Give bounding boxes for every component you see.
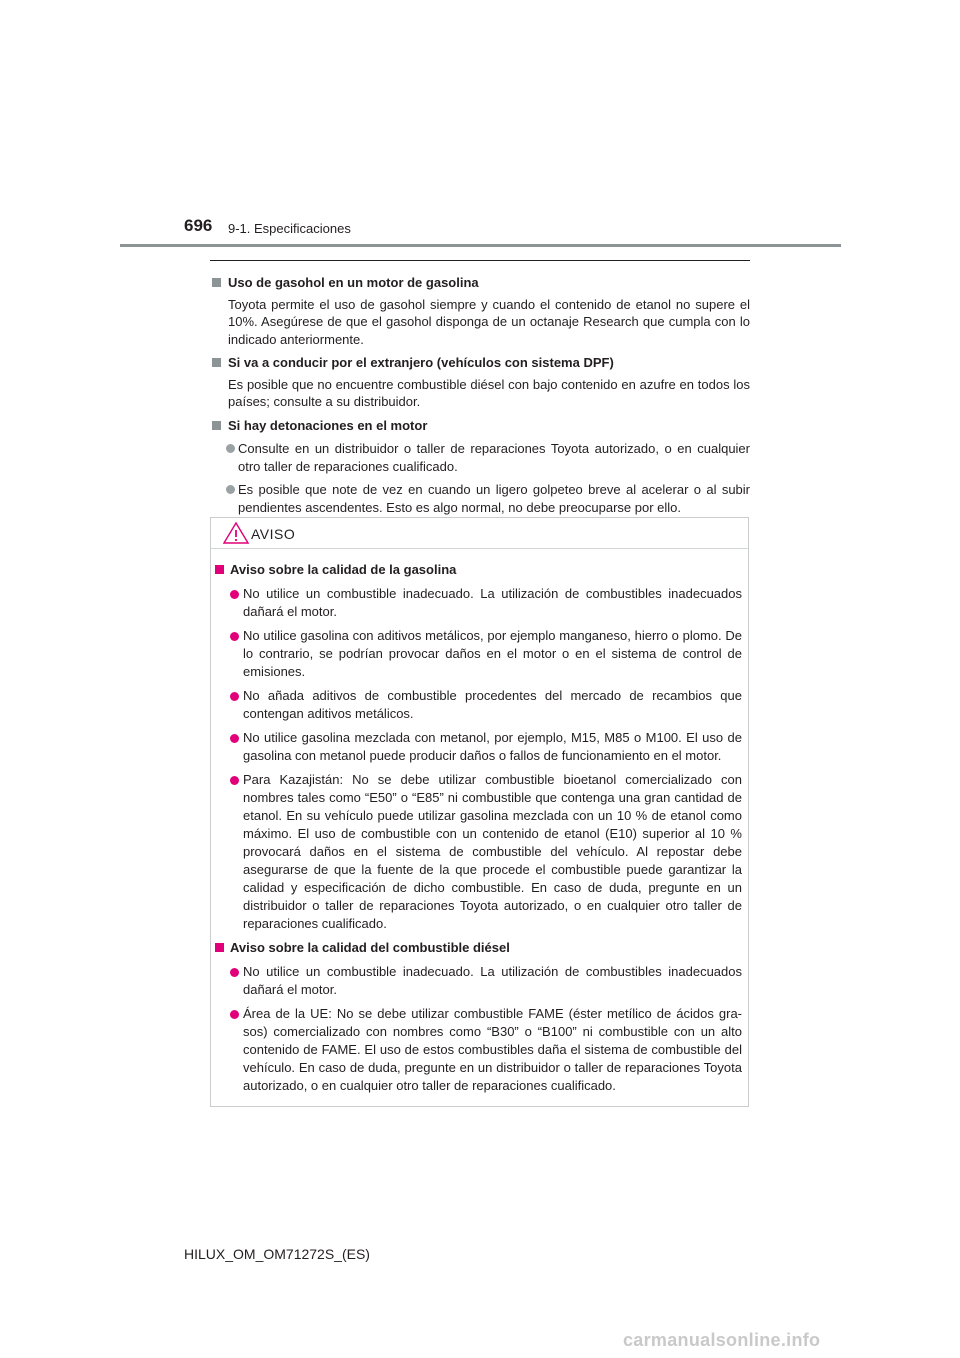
warning-title: AVISO: [251, 526, 296, 542]
round-bullet-icon: [230, 734, 239, 743]
round-bullet-icon: [230, 968, 239, 977]
section-heading: [210, 354, 750, 372]
warning-section-heading: [215, 939, 742, 957]
section-paragraph: Es posible que no encuentre combustible diésel con bajo contenido en azufre en todos los países; consulte a su distribuidor.: [228, 376, 750, 409]
warning-triangle-icon: [223, 521, 249, 545]
warning-box: [210, 517, 749, 1107]
warning-content: [211, 549, 748, 1095]
warning-header: [211, 518, 748, 549]
list-item: [215, 585, 742, 621]
document-code: HILUX_OM_OM71272S_(ES): [184, 1246, 370, 1262]
round-bullet-icon: [230, 776, 239, 785]
warning-section-heading: [215, 561, 742, 579]
list-item: [215, 771, 742, 933]
content-divider: [210, 260, 750, 261]
watermark: carmanualsonline.info: [623, 1330, 821, 1350]
list-item-text: No utilice gasolina mezclada con metanol, por ejemplo, M15, M85 o M100. El uso de gasolina con metanol puede producir daños o fallos de funcionamiento en el motor.: [243, 730, 742, 763]
heading-text: Aviso sobre la calidad de la gasolina: [230, 562, 457, 577]
square-bullet-icon: [212, 421, 221, 430]
square-bullet-icon: [215, 565, 224, 574]
section-title: 9-1. Especificaciones: [228, 221, 351, 236]
list-item-text: Para Kazajistán: No se debe utilizar combustible bioetanol comercializado con nombres tales como “E50” o “E85” ni combustible que contenga una gran cantidad de etanol. En su vehículo puede utilizar gasolina mezclada con un 10 % de etanol como máximo. El uso de combustible con un contenido de etanol (E10) superior al 10 % provocará daños en el sistema de combustible del vehículo. Al repostar debe asegurarse de que la fuente de la que procede el combustible puede garantizar la calidad y especificación de dicho combustible. En caso de duda, pregunte en un distribuidor o taller de reparaciones Toyota autorizado, o en cualquier otro taller de reparaciones cualificado.: [243, 772, 742, 931]
list-item: [215, 729, 742, 765]
square-bullet-icon: [215, 943, 224, 952]
round-bullet-icon: [230, 692, 239, 701]
header-divider: [120, 244, 841, 247]
list-item: [210, 481, 750, 516]
list-item: [215, 627, 742, 681]
round-bullet-icon: [230, 1010, 239, 1019]
page-number: 696: [184, 216, 213, 235]
list-item: [215, 963, 742, 999]
list-item-text: Es posible que note de vez en cuando un ligero golpeteo breve al acelerar o al subir pendientes ascendentes. Esto es algo normal, no debe preocuparse por ello.: [238, 482, 750, 515]
heading-text: Si va a conducir por el extranjero (vehículos con sistema DPF): [228, 355, 614, 370]
heading-text: Uso de gasohol en un motor de gasolina: [228, 275, 479, 290]
list-item-text: No añada aditivos de combustible procedentes del mercado de recambios que contengan aditivos metálicos.: [243, 688, 742, 721]
heading-text: Aviso sobre la calidad del combustible diésel: [230, 940, 510, 955]
square-bullet-icon: [212, 278, 221, 287]
round-bullet-icon: [230, 632, 239, 641]
round-bullet-icon: [230, 590, 239, 599]
list-item-text: No utilice un combustible inadecuado. La utilización de combustibles inadecuados dañará el motor.: [243, 586, 742, 619]
section-heading: [210, 417, 750, 435]
list-item: [215, 687, 742, 723]
list-item-text: Área de la UE: No se debe utilizar combustible FAME (éster metílico de ácidos gra-sos) comercializado con nombres como “B30” o “B100” ni combustible con un alto contenido de FAME. El uso de estos combustibles daña el sistema de combustible del vehículo. En caso de duda, pregunte en un distribuidor o taller de reparaciones Toyota autorizado, o en cualquier otro taller de reparaciones cualificado.: [243, 1006, 742, 1093]
main-content: [210, 268, 750, 516]
section-heading: [210, 274, 750, 292]
heading-text: Si hay detonaciones en el motor: [228, 417, 428, 433]
list-item: [215, 1005, 742, 1095]
square-bullet-icon: [212, 358, 221, 367]
round-bullet-icon: [226, 444, 235, 453]
list-item-text: No utilice gasolina con aditivos metálicos, por ejemplo manganeso, hierro o plomo. De lo contrario, se podrían provocar daños en el motor o en el sistema de control de emisiones.: [243, 628, 742, 679]
list-item-text: No utilice un combustible inadecuado. La utilización de combustibles inadecuados dañará el motor.: [243, 964, 742, 997]
section-paragraph: Toyota permite el uso de gasohol siempre y cuando el contenido de etanol no supere el 10%. Asegúrese de que el gasohol disponga de un octanaje Research que cumpla con lo indicado anteriormente.: [228, 296, 750, 347]
list-item: [210, 440, 750, 475]
round-bullet-icon: [226, 485, 235, 494]
list-item-text: Consulte en un distribuidor o taller de reparaciones Toyota autorizado, o en cualquier otro taller de reparaciones cualificado.: [238, 441, 750, 474]
